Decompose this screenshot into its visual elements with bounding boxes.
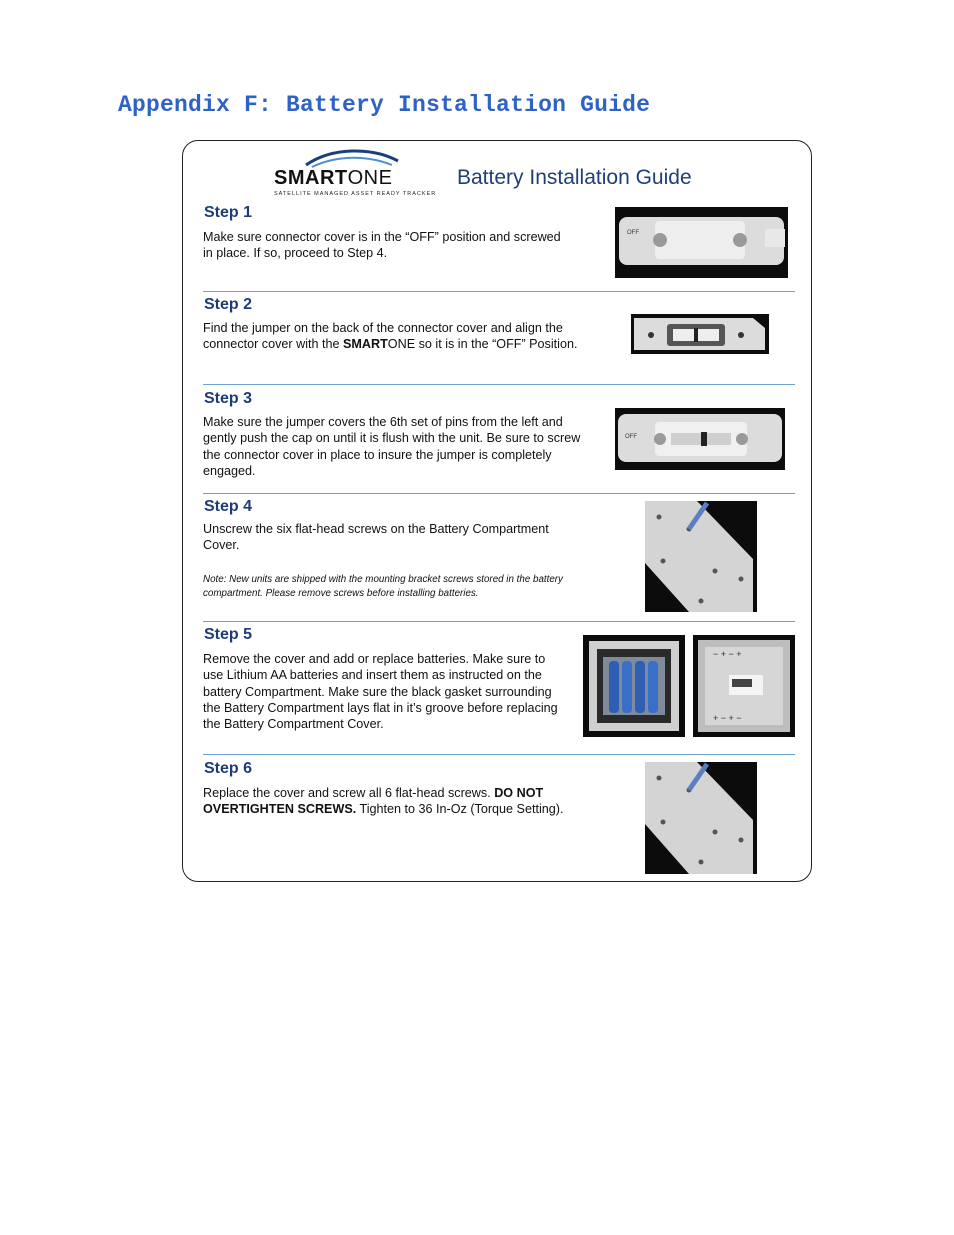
step-2-title: Step 2 (204, 296, 253, 313)
step-3-photo-label: OFF (625, 434, 637, 440)
step-1-photo (615, 207, 788, 278)
step-2-text: Find the jumper on the back of the connector cover and align the connector cover with the SMARTONE so it is in the “OFF” Position. (203, 321, 578, 352)
svg-text:− + − +: − + − + (713, 649, 742, 659)
step-1-text: Make sure connector cover is in the “OFF” position and screwed in place. If so, proceed to Step 4. (203, 230, 561, 261)
step-3-photo (615, 408, 785, 470)
step-1-title: Step 1 (204, 204, 253, 221)
divider-4 (203, 621, 795, 622)
step-4-note: Note: New units are shipped with the mounting bracket screws stored in the battery compartment. Please remove screws before installing batteries. (203, 574, 563, 599)
step-3-text: Make sure the jumper covers the 6th set of pins from the left and gently push the cap on until it is flush with the unit. Be sure to screw the connector cover in place to insure the jumper is completely engaged. (203, 415, 581, 478)
step-4-photo (645, 501, 757, 612)
smartone-logo (274, 149, 437, 197)
step-5-title: Step 5 (204, 626, 253, 643)
divider-2 (203, 384, 795, 385)
divider-1 (203, 291, 795, 292)
step-4-title: Step 4 (204, 498, 253, 515)
logo-wordmark: SMARTONE (274, 167, 393, 189)
step-6-title: Step 6 (204, 760, 253, 777)
step-6-photo (645, 762, 757, 874)
step-5-text: Remove the cover and add or replace batteries. Make sure to use Lithium AA batteries and insert them as instructed on the battery Compartment. Make sure the black gasket surrounding the Battery Compartment lays flat in it’s groove before replacing the Battery Compartment Cover. (203, 652, 558, 732)
step-6-text: Replace the cover and screw all 6 flat-head screws. DO NOT OVERTIGHTEN SCREWS. Tighten to 36 In-Oz (Torque Setting). (203, 786, 564, 817)
page-heading: Appendix F: Battery Installation Guide (118, 92, 651, 118)
guide-title: Battery Installation Guide (457, 166, 692, 189)
step-2-photo (631, 314, 769, 354)
step-4-text: Unscrew the six flat-head screws on the Battery Compartment Cover. (203, 522, 549, 553)
divider-5 (203, 754, 795, 755)
battery-guide-panel (182, 140, 812, 882)
step-5-compartment-photo (693, 635, 795, 737)
step-1-photo-label: OFF (627, 230, 639, 236)
divider-3 (203, 493, 795, 494)
svg-text:+ − + −: + − + − (713, 713, 742, 723)
logo-tagline: SATELLITE MANAGED ASSET READY TRACKER (274, 191, 437, 197)
step-3-title: Step 3 (204, 390, 253, 407)
step-5-batteries-photo (583, 635, 685, 737)
